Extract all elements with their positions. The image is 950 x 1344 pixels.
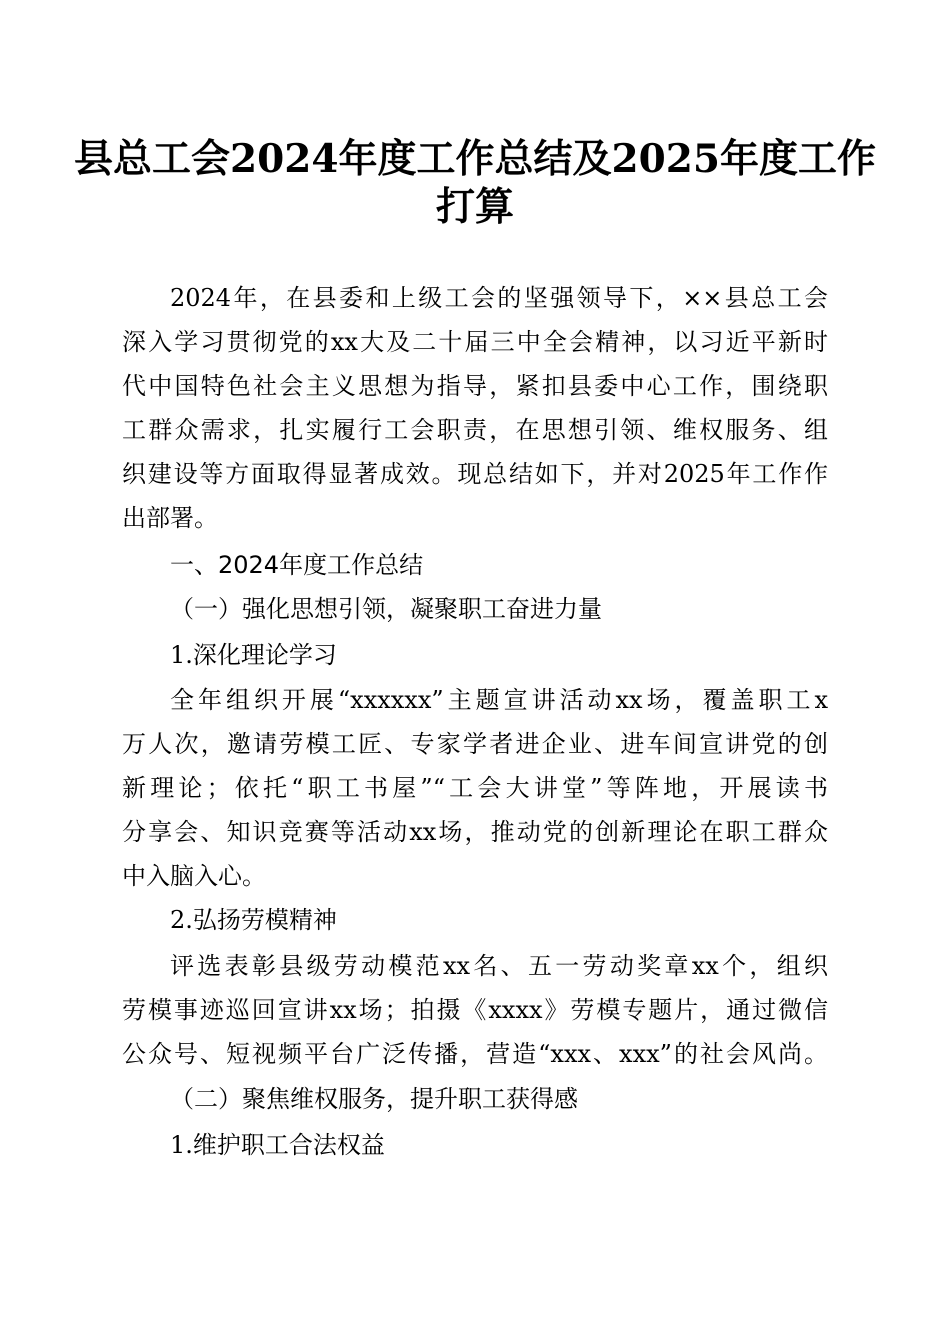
paragraph-line: 中入脑入心。 xyxy=(122,862,266,890)
intro-line: 工群众需求，扎实履行工会职责，在思想引领、维权服务、组 xyxy=(122,416,828,444)
intro-line: 代中国特色社会主义思想为指导，紧扣县委中心工作，围绕职 xyxy=(122,372,828,400)
item-heading: 1.深化理论学习 xyxy=(170,641,337,669)
item-heading: 1.维护职工合法权益 xyxy=(170,1131,385,1159)
paragraph-line: 公众号、短视频平台广泛传播，营造“xxx、xxx”的社会风尚。 xyxy=(122,1040,828,1068)
section-heading: 一、2024年度工作总结 xyxy=(170,551,424,579)
subsection-heading: （一）强化思想引领，凝聚职工奋进力量 xyxy=(170,595,602,623)
paragraph-line: 评选表彰县级劳动模范xx名、五一劳动奖章xx个，组织 xyxy=(170,952,828,980)
paragraph-line: 劳模事迹巡回宣讲xx场；拍摄《xxxx》劳模专题片，通过微信 xyxy=(122,996,828,1024)
document-title-line-1: 县总工会2024年度工作总结及2025年度工作 xyxy=(73,136,877,182)
subsection-heading: （二）聚焦维权服务，提升职工获得感 xyxy=(170,1085,578,1113)
intro-line: 出部署。 xyxy=(122,504,218,532)
item-heading: 2.弘扬劳模精神 xyxy=(170,906,337,934)
document-title-line-2: 打算 xyxy=(435,184,514,230)
paragraph-line: 分享会、知识竞赛等活动xx场，推动党的创新理论在职工群众 xyxy=(122,818,828,846)
paragraph-line: 万人次，邀请劳模工匠、专家学者进企业、进车间宣讲党的创 xyxy=(122,730,828,758)
intro-line: 2024年，在县委和上级工会的坚强领导下，××县总工会 xyxy=(170,284,828,312)
paragraph-line: 新理论；依托“职工书屋”“工会大讲堂”等阵地，开展读书 xyxy=(122,774,828,802)
intro-line: 织建设等方面取得显著成效。现总结如下，并对2025年工作作 xyxy=(122,460,828,488)
intro-line: 深入学习贯彻党的xx大及二十届三中全会精神，以习近平新时 xyxy=(122,328,828,356)
paragraph-line: 全年组织开展“xxxxxx”主题宣讲活动xx场，覆盖职工x xyxy=(170,686,828,714)
